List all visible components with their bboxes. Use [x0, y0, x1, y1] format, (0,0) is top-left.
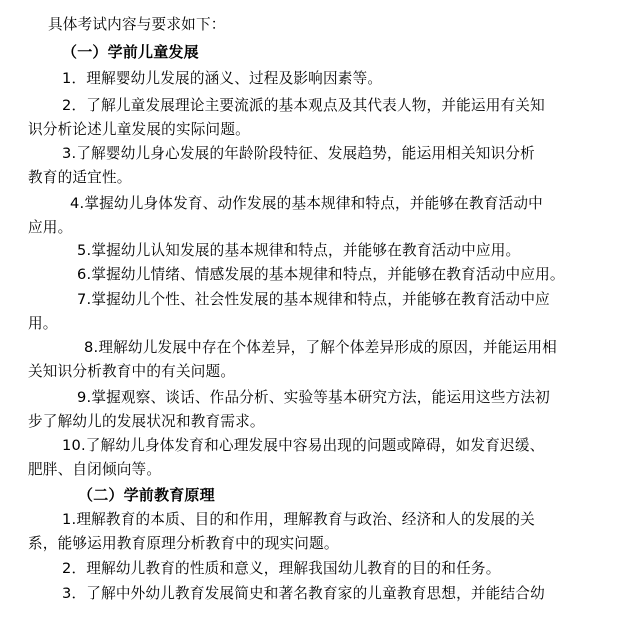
item-8-line-1: 8.理解幼儿发展中存在个体差异，了解个体差异形成的原因，并能运用相 — [84, 339, 557, 356]
item-5-line-1: 5.掌握幼儿认知发展的基本规律和特点，并能够在教育活动中应用。 — [77, 242, 521, 259]
section-heading-child-development: （一）学前儿童发展 — [62, 43, 199, 61]
item-4-line-1: 4.掌握幼儿身体发育、动作发展的基本规律和特点，并能够在教育活动中 — [70, 195, 543, 212]
item-9-line-1: 9.掌握观察、谈话、作品分析、实验等基本研究方法，能运用这些方法初 — [77, 389, 550, 406]
intro-text: 具体考试内容与要求如下： — [48, 16, 226, 33]
principle-item-1-line-1: 1.理解教育的本质、目的和作用，理解教育与政治、经济和人的发展的关 — [62, 511, 535, 528]
principle-item-3-line-1: 3．了解中外幼儿教育发展简史和著名教育家的儿童教育思想，并能结合幼 — [62, 585, 545, 602]
item-10-line-2: 肥胖、自闭倾向等。 — [28, 461, 162, 478]
item-8-line-2: 关知识分析教育中的有关问题。 — [28, 363, 236, 380]
item-3-line-1: 3.了解婴幼儿身心发展的年龄阶段特征、发展趋势，能运用相关知识分析 — [62, 145, 535, 162]
section-heading-preschool-education-principles: （二）学前教育原理 — [78, 486, 215, 504]
item-3-line-2: 教育的适宜性。 — [28, 169, 132, 186]
item-1-line-1: 1．理解婴幼儿发展的涵义、过程及影响因素等。 — [62, 70, 383, 87]
principle-item-1-line-2: 系，能够运用教育原理分析教育中的现实问题。 — [28, 535, 339, 552]
item-2-line-2: 识分析论述儿童发展的实际问题。 — [28, 121, 250, 138]
item-7-line-1: 7.掌握幼儿个性、社会性发展的基本规律和特点，并能够在教育活动中应 — [77, 291, 550, 308]
item-9-line-2: 步了解幼儿的发展状况和教育需求。 — [28, 413, 265, 430]
item-10-line-1: 10.了解幼儿身体发育和心理发展中容易出现的问题或障碍，如发育迟缓、 — [62, 437, 545, 454]
item-2-line-1: 2．了解儿童发展理论主要流派的基本观点及其代表人物，并能运用有关知 — [62, 97, 545, 114]
item-4-line-2: 应用。 — [28, 219, 73, 236]
item-7-line-2: 用。 — [28, 315, 58, 332]
item-6-line-1: 6.掌握幼儿情绪、情感发展的基本规律和特点，并能够在教育活动中应用。 — [77, 266, 565, 283]
principle-item-2-line-1: 2．理解幼儿教育的性质和意义，理解我国幼儿教育的目的和任务。 — [62, 560, 501, 577]
